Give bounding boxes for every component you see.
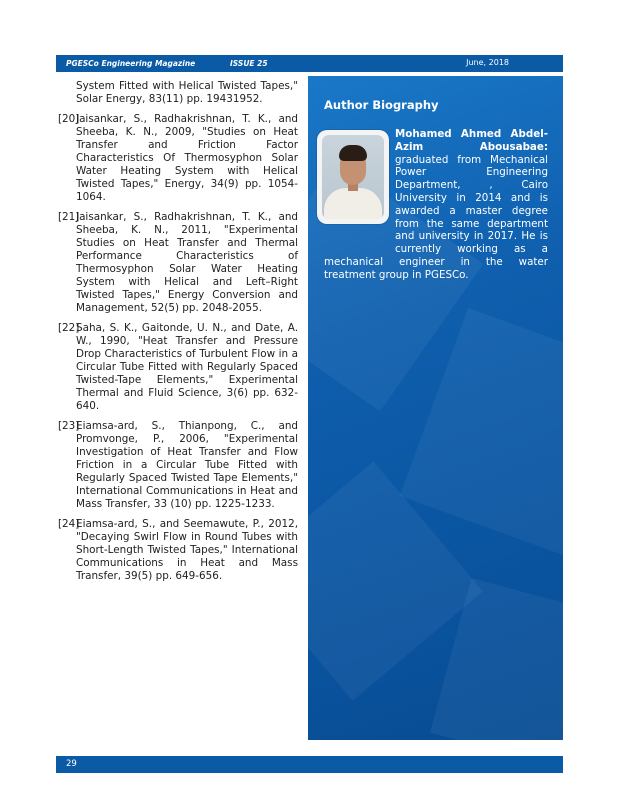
reference-item (58, 211, 298, 315)
reference-number: [24] (58, 518, 80, 530)
references-column (58, 80, 298, 590)
reference-number: [20] (58, 113, 80, 125)
reference-item (58, 80, 298, 106)
header-bar (56, 55, 563, 72)
reference-text: Eiamsa-ard, S., and Seemawute, P., 2012, "Decaying Swirl Flow in Round Tubes with Short-Length Twisted Tapes," International Communications in Heat and Mass Transfer, 39(5) pp. 649-656. (76, 518, 298, 582)
author-name: Mohamed Ahmed Abdel-Azim Abousabae: (395, 128, 548, 153)
magazine-title: PGESCo Engineering Magazine (66, 59, 196, 68)
issue-date: June, 2018 (466, 58, 509, 67)
reference-item (58, 322, 298, 413)
reference-text: Saha, S. K., Gaitonde, U. N., and Date, A. W., 1990, "Heat Transfer and Pressure Drop Characteristics of Turbulent Flow in a Circular Tube Fitted with Regularly Spaced Twisted-Tape Elements," Experimental Thermal and Fluid Science, 3(6) pp. 632-640. (76, 322, 298, 412)
reference-text: Eiamsa-ard, S., Thianpong, C., and Promvonge, P., 2006, "Experimental Investigation of Heat Transfer and Flow Friction in a Circular Tube Fitted with Regularly Spaced Twisted Tape Elements," International Communications in Heat and Mass Transfer, 33 (10) pp. 1225-1233. (76, 420, 298, 510)
bio-text (324, 128, 548, 282)
footer-bar (56, 756, 563, 773)
reference-item (58, 518, 298, 583)
bio-title: Author Biography (324, 98, 439, 112)
issue-label: ISSUE 25 (230, 59, 268, 68)
page-number: 29 (66, 759, 77, 769)
author-biography-panel (308, 76, 563, 740)
reference-item (58, 113, 298, 204)
reference-text: Jaisankar, S., Radhakrishnan, T. K., and Sheeba, K. N., 2009, "Studies on Heat Transfer and Friction Factor Characteristics Of Thermosyphon Solar Water Heating System with Helical Twisted Tapes," Energy, 34(9) pp. 1054-1064. (76, 113, 298, 203)
bio-body: graduated from Mechanical Power Engineering Department, , Cairo University in 2014 and is awarded a master degree from the same department and university in 2017. He is currently working as a mechanical engineer in the water treatment group in PGESCo. (324, 153, 548, 281)
reference-text: Jaisankar, S., Radhakrishnan, T. K., and Sheeba, K. N., 2011, "Experimental Studies on Heat Transfer and Thermal Performance Characteristics of Thermosyphon Solar Water Heating System with Helical and Left–Right Twisted Tapes," Energy Conversion and Management, 52(5) pp. 2048-2055. (76, 211, 298, 314)
reference-text: System Fitted with Helical Twisted Tapes," Solar Energy, 83(11) pp. 19431952. (76, 80, 298, 105)
reference-number: [21] (58, 211, 80, 223)
reference-number: [22] (58, 322, 80, 334)
reference-number: [23] (58, 420, 80, 432)
reference-item (58, 420, 298, 511)
